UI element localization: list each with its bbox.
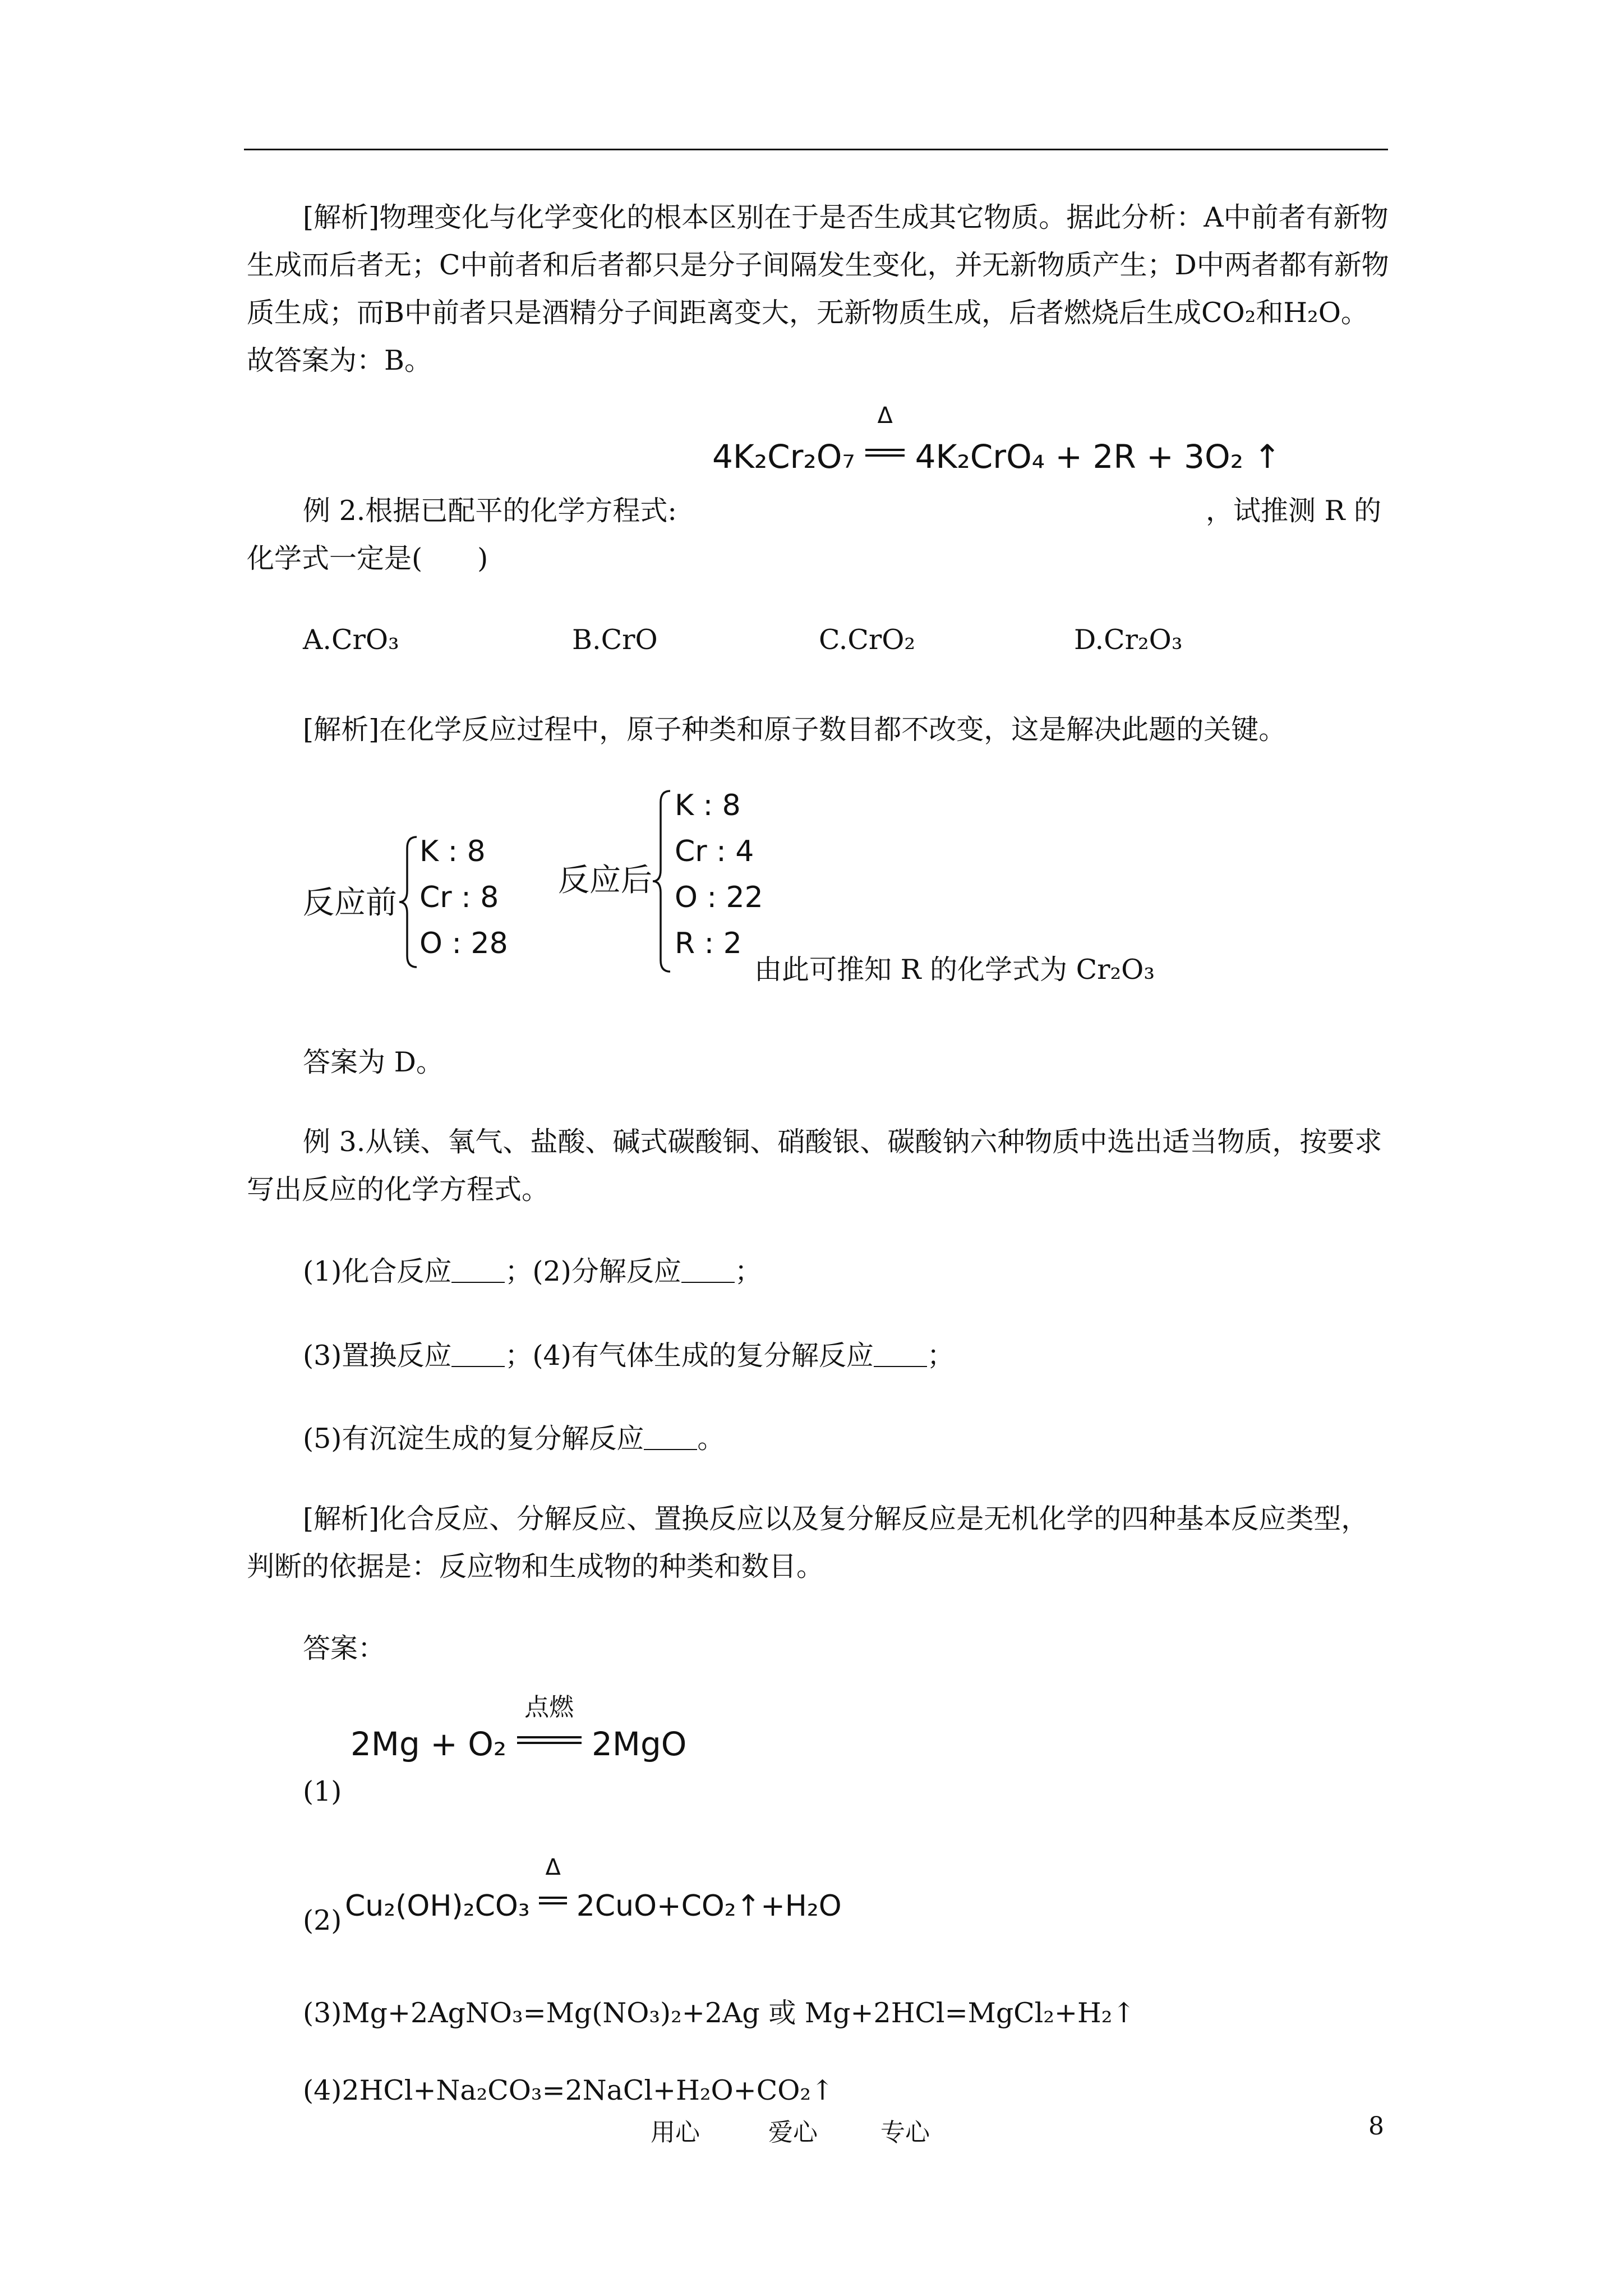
a2-rhs: 2CuO+CO₂↑+H₂O bbox=[576, 1889, 842, 1923]
ex3-answer-1-equation bbox=[351, 1693, 687, 1763]
footer-right: 专心 bbox=[880, 2118, 930, 2147]
ex2-eq-lhs: 4K₂Cr₂O₇ bbox=[712, 438, 855, 476]
after-label: 反应后 bbox=[558, 862, 652, 899]
after-item-o: O : 22 bbox=[675, 881, 763, 914]
ex2-option-a: A.CrO₃ bbox=[303, 624, 399, 656]
before-item-o: O : 28 bbox=[419, 927, 508, 960]
ex3-q5-blank bbox=[644, 1427, 697, 1450]
ex2-answer: 答案为 D。 bbox=[303, 1046, 444, 1078]
ex3-q5-end: 。 bbox=[697, 1423, 725, 1455]
header-rule bbox=[244, 149, 1388, 150]
ex3-q2-blank bbox=[681, 1259, 735, 1283]
ex2-eq-rhs: 4K₂CrO₄ + 2R + 3O₂ ↑ bbox=[915, 438, 1281, 476]
before-item-k: K : 8 bbox=[419, 835, 486, 868]
ex3-q2: ；(2)分解反应 bbox=[505, 1255, 681, 1287]
ex3-q3-blank bbox=[451, 1343, 505, 1367]
ex2-option-b: B.CrO bbox=[572, 624, 658, 656]
a1-lhs: 2Mg + O₂ bbox=[351, 1725, 507, 1763]
ex3-q2-sep: ； bbox=[734, 1255, 762, 1287]
ex2-option-c: C.CrO₂ bbox=[819, 624, 916, 656]
ex3-q4: ；(4)有气体生成的复分解反应 bbox=[505, 1340, 874, 1372]
ex3-answer-4: (4)2HCl+Na₂CO₃=2NaCl+H₂O+CO₂↑ bbox=[303, 2074, 834, 2106]
ex2-question-end: ，试推测 R 的 bbox=[1206, 495, 1382, 527]
ex3-answer-3: (3)Mg+2AgNO₃=Mg(NO₃)₂+2Ag 或 Mg+2HCl=MgCl₂+H₂↑ bbox=[303, 1997, 1136, 2029]
a1-arrow bbox=[517, 1693, 582, 1763]
a1-rhs: 2MgO bbox=[592, 1725, 687, 1763]
ex2-question-start: 例 2.根据已配平的化学方程式: bbox=[303, 495, 677, 527]
ex2-equation bbox=[712, 403, 1281, 476]
after-item-k: K : 8 bbox=[675, 789, 741, 822]
a2-number: (2) bbox=[303, 1904, 342, 1936]
a2-condition: Δ bbox=[545, 1855, 561, 1880]
ex3-subquestions-3-4 bbox=[303, 1334, 955, 1373]
page-number: 8 bbox=[1368, 2112, 1384, 2141]
analysis-paragraph-1: [解析]物理变化与化学变化的根本区别在于是否生成其它物质。据此分析：A中前者有新物生成而后者无；C中前者和后者都只是分子间隔发生变化，并无新物质产生；D中两者都有新物质生成；而B中前者只是酒精分子间距离变大，无新物质生成，后者燃烧后生成CO₂和H₂O。故答案为：B。 bbox=[247, 201, 1389, 376]
after-item-r: R : 2 bbox=[675, 927, 742, 960]
a1-number: (1) bbox=[303, 1775, 342, 1807]
ex2-conclusion: 由此可推知 R 的化学式为 Cr₂O₃ bbox=[754, 954, 1155, 986]
a2-lhs: Cu₂(OH)₂CO₃ bbox=[345, 1889, 530, 1923]
ex3-answer-2-equation bbox=[345, 1855, 842, 1923]
ex3-q1: (1)化合反应 bbox=[303, 1255, 452, 1287]
ex2-option-d: D.Cr₂O₃ bbox=[1074, 624, 1183, 656]
ex3-subquestions-1-2 bbox=[303, 1250, 762, 1289]
ex3-q3: (3)置换反应 bbox=[303, 1340, 452, 1372]
ex2-question-line2: 化学式一定是( ) bbox=[247, 542, 488, 574]
after-item-cr: Cr : 4 bbox=[675, 835, 754, 868]
footer-mid: 爱心 bbox=[768, 2118, 818, 2147]
footer-left: 用心 bbox=[651, 2118, 700, 2147]
before-label: 反应前 bbox=[303, 885, 397, 921]
ex3-subquestion-5 bbox=[303, 1417, 725, 1456]
ex3-question: 例 3.从镁、氧气、盐酸、碱式碳酸铜、硝酸银、碳酸钠六种物质中选出适当物质，按要求写出反应的化学方程式。 bbox=[247, 1126, 1382, 1205]
a2-arrow bbox=[539, 1855, 567, 1923]
ex2-eq-arrow bbox=[865, 403, 905, 476]
before-brace bbox=[397, 835, 419, 969]
ex3-q5: (5)有沉淀生成的复分解反应 bbox=[303, 1423, 644, 1455]
ex2-eq-condition: Δ bbox=[877, 403, 893, 429]
ex3-q1-blank bbox=[451, 1259, 505, 1283]
ex3-answer-label: 答案： bbox=[303, 1632, 386, 1664]
a1-condition: 点燃 bbox=[524, 1693, 574, 1722]
before-item-cr: Cr : 8 bbox=[419, 881, 499, 914]
ex3-q4-sep: ； bbox=[926, 1340, 955, 1372]
ex3-q4-blank bbox=[874, 1343, 927, 1367]
ex2-analysis: [解析]在化学反应过程中，原子种类和原子数目都不改变，这是解决此题的关键。 bbox=[303, 714, 1287, 746]
ex3-analysis: [解析]化合反应、分解反应、置换反应以及复分解反应是无机化学的四种基本反应类型，判断的依据是：反应物和生成物的种类和数目。 bbox=[247, 1503, 1369, 1582]
after-brace bbox=[651, 789, 673, 974]
